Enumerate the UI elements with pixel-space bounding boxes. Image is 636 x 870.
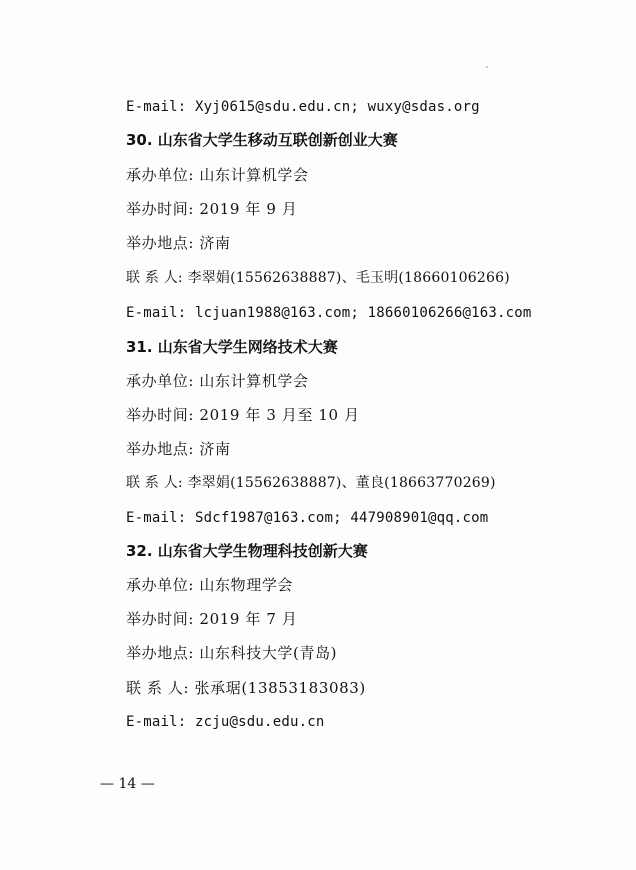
section-32-place: 举办地点: 山东科技大学(青岛) (126, 644, 338, 662)
section-32-title: 32. 山东省大学生物理科技创新大赛 (126, 542, 368, 560)
section-30-title: 30. 山东省大学生移动互联创新创业大赛 (126, 131, 398, 149)
section-31-organizer: 承办单位: 山东计算机学会 (126, 372, 309, 390)
section-31-place: 举办地点: 济南 (126, 440, 231, 458)
section-32-contact: 联 系 人: 张承琚(13853183083) (126, 679, 366, 697)
section-31-time: 举办时间: 2019 年 3 月至 10 月 (126, 406, 360, 424)
section-30-time: 举办时间: 2019 年 9 月 (126, 200, 298, 218)
scan-speck (486, 66, 488, 68)
section-31-email: E-mail: Sdcf1987@163.com; 447908901@qq.com (126, 510, 489, 526)
section-30-organizer: 承办单位: 山东计算机学会 (126, 166, 309, 184)
top-email-line: E-mail: Xyj0615@sdu.edu.cn; wuxy@sdas.org (126, 99, 480, 115)
section-30-email: E-mail: lcjuan1988@163.com; 18660106266@163.com (126, 305, 532, 321)
section-31-contact: 联 系 人: 李翠娟(15562638887)、董良(18663770269) (126, 475, 496, 491)
section-30-contact: 联 系 人: 李翠娟(15562638887)、毛玉明(18660106266) (126, 270, 510, 286)
page-number: — 14 — (100, 776, 155, 792)
section-31-title: 31. 山东省大学生网络技术大赛 (126, 338, 338, 356)
section-30-place: 举办地点: 济南 (126, 234, 231, 252)
section-32-time: 举办时间: 2019 年 7 月 (126, 610, 298, 628)
section-32-organizer: 承办单位: 山东物理学会 (126, 576, 294, 594)
section-32-email: E-mail: zcju@sdu.edu.cn (126, 714, 325, 730)
